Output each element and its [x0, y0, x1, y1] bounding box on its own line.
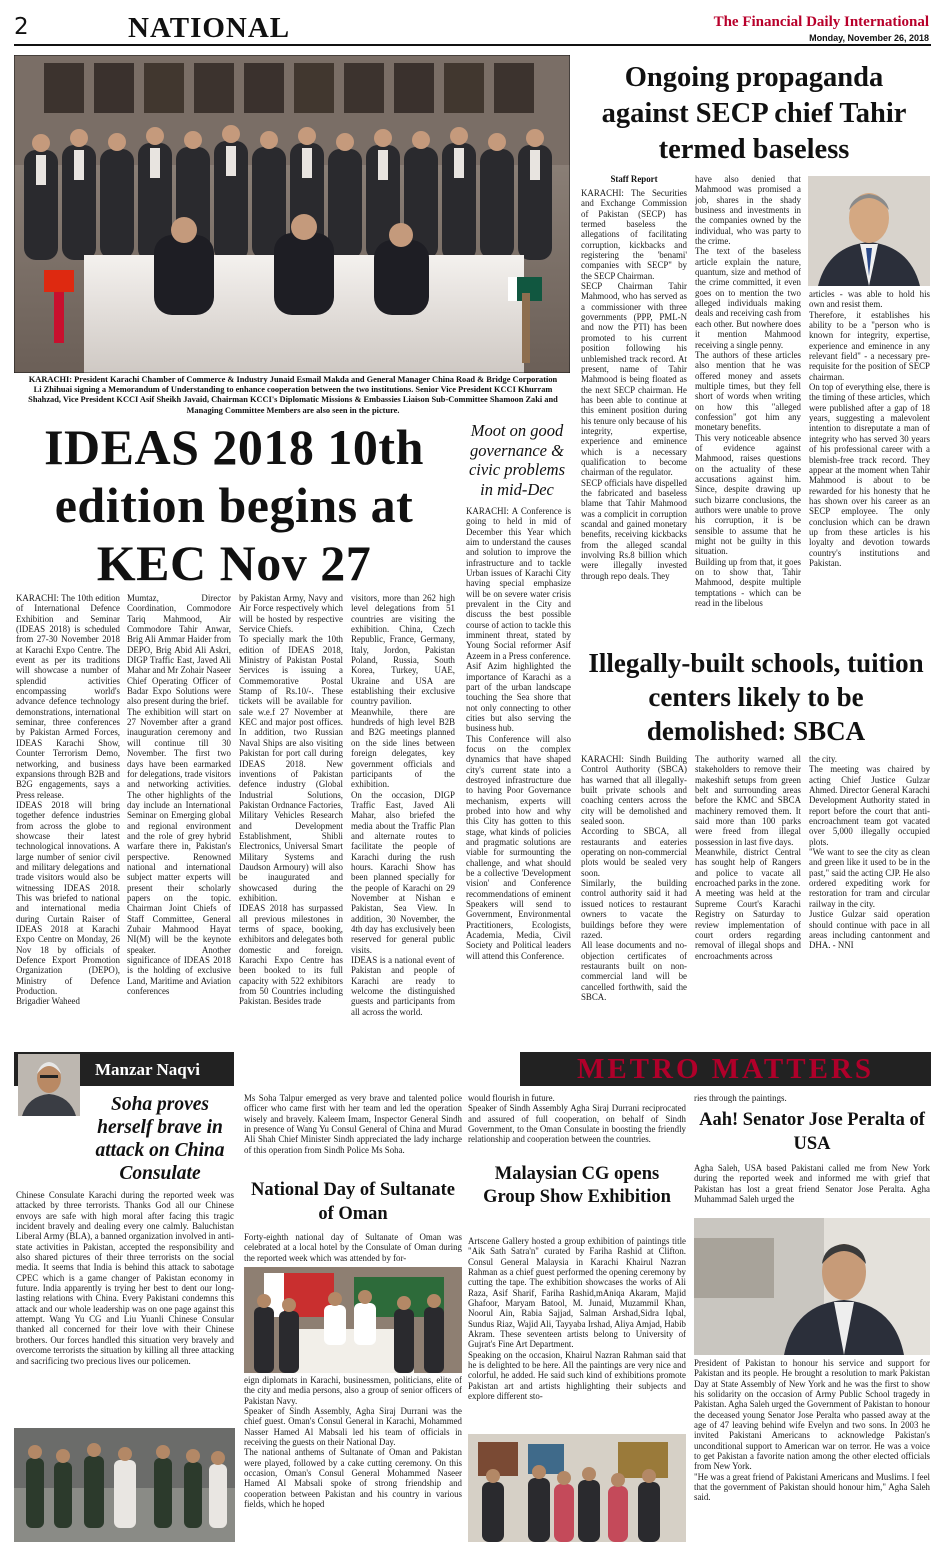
metro-col4-top: ries through the paintings. — [694, 1093, 787, 1103]
metro-matters-title: METRO MATTERS — [576, 1053, 875, 1085]
peralta-headline: Aah! Senator Jose Peralta of USA — [699, 1110, 925, 1154]
soha-body: Chinese Consulate Karachi during the reported week was attacked by three terrorists. Thanks God all our Chinese envoys are safe with high moral after facing this tragic incident bravely and dealing every one calmly. Baluchistan Liberal Army (BLA), a banned organization involved in anti-state activities in Pakistan, accepted the responsibility and also shared pictures of their three terrorists on the social media. It seems that India is behind this attack to sabotage CPEC which is a game changer of Pakistan economy in future. India apparently is trying her best to dent our long-lasting relations with China. Every Pakistani condemns this attack and our whole leadership was on one page against this attempt. Wang Yu CG and Liu Yuanli Chinese Consular thanked all concerned for their love with their Chinese brothers. Our forces handled this situation very bravely and overcome terrorists the situation by killing all three attacking and sacrificing two precious lives our policemen. — [16, 1190, 234, 1366]
tahir-mahmood-photo — [808, 176, 930, 286]
secp-col3: articles - was able to hold his own and resist them. Therefore, it establishes his ability to be a "person who is known for integrity, expertise, experience and eminence in any relevant field" - a necessary pre-requisite for the position of SECP chairman. On top of everything else, there is the timing of these articles, which were published after a gap of 18 years, suggesting a malevolent intention to disreputate a man of integrity who has served 30 years of his professional career with a blemish-free track record. They appear at the moment when Tahir Mahmood is about to be rewarded for his honesty that he has shown over his career as an SECP employee. The only conclusion which can be drawn up from these articles is his loyalty and devotion towards country's institutions and Pakistan. — [809, 289, 930, 568]
metro-col3-top: would flourish in future. Speaker of Sindh Assembly Agha Siraj Durrani reciprocated and assured of full cooperation, on behalf of Sindh Government, to the Oman Consulate in boosting the friendly relationship and cooperation between the countries. — [468, 1093, 686, 1145]
consulate-attack-photo — [14, 1428, 235, 1542]
manzar-naqvi-photo — [18, 1054, 80, 1116]
malaysia-exhibition-photo — [468, 1434, 686, 1542]
agha-saleh-photo — [694, 1218, 930, 1355]
peralta-body1: Agha Saleh, USA based Pakistani called me from New York during the reported week and informed me with grief that Pakistan has lost a great friend Senator Jose Peralta. Agha Muhammad Saleh urged the — [694, 1163, 930, 1205]
peralta-body2: President of Pakistan to honour his service and support for Pakistan and its people. He brought a resolution to mark Pakistan Day at State Assembly of New York and he was the first to show his solidarity on the occasion of Army Public School tragedy in Pakistan. Agha Saleh urged the Government of Pakistan to honour the deceased young Senator Jose Peralta who passed away at the age of 47 leaving behind wife Evelyn and two sons. In 2003 he invited Pakistani Americans to acknowledge Pakistan's unconditional support to American war on terror. He was a voice to get Pakistan a favorite nation among the other elected officials from New York. "He was a great friend of Pakistani Americans and Muslims. I feel that the government of Pakistan should honour him," Agha Saleh said. — [694, 1358, 930, 1503]
ideas-col3: by Pakistan Army, Navy and Air Force respectively which will be hosted by respective Service Chiefs. To specially mark the 10th edition of IDEAS 2018, Ministry of Pakistan Postal Services is issuing a Commemorative Postal Stamp of Rs.10/-. These tickets will be available for sale w.e.f 27 November at KEC and major post offices. In addition, two Russian Naval Ships are also visiting Pakistan for port call during IDEAS 2018. New inventions of Pakistan defence industry (Global Industrial Solutions, Pakistan Ordnance Factories, Military Vehicles Research and Development Establishment, Shibli Electronics, Universal Smart Military Systems and Daudson Armoury) will also be inaugurated and showcased during the exhibition. IDEAS 2018 has surpassed all previous milestones in terms of space, booking, exhibitors and delegates both domestic and foreign. Karachi Expo Centre has been booked to its full capacity with 522 exhibitors from 50 Countries including Pakistan. Besides trade — [239, 593, 343, 1007]
sbca-headline: Illegally-built schools, tuition centers likely to be demolished: SBCA — [588, 648, 924, 746]
sbca-col1: KARACHI: Sindh Building Control Authority (SBCA) has warned that all illegally-built private schools and coaching centers across the city will be demolished and sealed soon. According to SBCA, all restaurants and eateries operating on non-commercial plots would be sealed very soon. Similarly, the building control authority said it had issued notices to restaurant owners to vacate the buildings before they were razed. All lease documents and no-objection certificates of restaurants built on non-commercial land will be cancelled forthwith, said the SBCA. — [581, 754, 687, 1002]
ideas-col1: KARACHI: The 10th edition of International Defence Exhibition and Seminar (IDEAS 2018) is scheduled from 27-30 November 2018 at Karachi Expo Centre. The event as per its traditions will showcase a number of splendid activities encompassing world's advance defence technology demonstrations, international seminar, three conferences by Pakistan Armed Forces, IDEAS Karachi Show, Counter Terrorism Demo, networking, and business expansions through B2B and B2G engagements, says a Press release. IDEAS 2018 will bring together defence industries from across the globe to showcase their latest technological innovations. A large number of senior civil and military delegations and trade visitors would also be witnessing IDEAS 2018. This was briefed to national and international media during Curtain Raiser of IDEAS 2018 at Karachi Expo Centre on Monday, 26 Nov 18 by officials of Defence Export Promotion Organization (DEPO), Ministry of Defence Production. Brigadier Waheed — [16, 593, 120, 1007]
columnist-name: Manzar Naqvi — [95, 1060, 200, 1079]
moot-headline: Moot on good governance & civic problems in mid-Dec — [468, 421, 566, 499]
metro-col2-top: Ms Soha Talpur emerged as very brave and talented police officer who came first with her team and led the operation wisely and bravely. Kaleem Imam, Inspector General Sindh in presence of Wang Yu Consul General of China and Murad Ali Shah Chief Minister Sindh appreciated the lady incharge of this operation from Sindh Police Ms Soha. — [244, 1093, 462, 1155]
page-number: 2 — [14, 14, 29, 40]
oman-headline: National Day of Sultanate of Oman — [250, 1180, 456, 1224]
sbca-col2: The authority warned all stakeholders to remove their makeshift setups from green belt and surrounding areas before the KMC and SBCA machinery removed them. It said more than 100 parks were freed from illegal possession in last five days. Meanwhile, district Central has sought help of Rangers and police to vacate all encroached parks in the zone. A meeting was held at the Supreme Court's Karachi Registry on Saturday to review implementation of court orders regarding removal of illegal shops and encroachments across — [695, 754, 801, 961]
ideas-col2: Mumtaz, Director Coordination, Commodore Tariq Mahmood, Air Commodore Tahir Anwar, Brig Ali Ammar Haider from DEPO, Brig Abid Ali Askri, DIGP Traffic East, Javed Ali Mahar and Mr Zohair Naseer Chief Operating Officer of Badar Expo Solutions were also present during the brief. The exhibition will start on 27 November after a grand inauguration ceremony and will continue till 30 November. The first two days have been earmarked for delegations, trade visitors and networking activities. The other highlights of the day include an International Seminar on Emerging global and regional environment and the role of grey hybrid warfare there in, Pakistan's perspective. Renowned national and international subject matter experts will present their scholarly papers on the topic. Chairman Joint Chiefs of Staff Committee, General Zubair Mahmood Hayat NI(M) will be the keynote speaker. Another significance of IDEAS 2018 is the holding of exclusive Land, Maritime and Aviation conferences — [127, 593, 231, 997]
masthead: The Financial Daily International — [713, 14, 929, 30]
moot-body: KARACHI: A Conference is going to held in mid of December this Year which aim to understand the causes and solution to improve the infrastructure and to tackle Urban issues of Karachi City having special emphasize will be on severe water crisis prevalent in the City and discuss the best possible course of action to tackle this imminent threat, stated by Young Social reformer Asif Azeem in a Press conference. Asif Azim highlighted the importance of Karachi as a part of the urban landscape touching the Sea shore that not only connecting to other cities but also serving the business hub. This Conference will also focus on the complex dynamics that have shaped city's current state into a destroyed infrastructure due to having Poor Governance mechanism, experts will probed into how and why this City has gotten to this stage, what kinds of policies and pragmatic solutions are viable for surmounting the challenge, and what should be a collective 'Development vision' and Conference recommendations of eminent Speakers will send to Government, Environmental Practitioners, Ecologists, Academia, Media, Civil Society and Political leaders will attend this Conference. — [466, 506, 571, 961]
issue-date: Monday, November 26, 2018 — [809, 33, 929, 43]
secp-col2: have also denied that Mahmood was promised a job, shares in the shady business and investments in the companies owned by the individual, who was party to the crime. The text of the baseless article explain the nature, quantum, size and method of the crime committed, it even goes on to mention the two alleged individuals making deals and receiving cash from each other. But nowhere does it mention Mahmood receiving a single penny. The authors of these articles also mention that he was offered money and assets multiple times, but they fell short of words when writing on how this "alleged confession" got him any monetary benefits. This very noticeable absence of evidence against Mahmood, raises questions on the actuality of these accusations against him. Since, despite drawing up such bizarre conclusions, the authors were unable to prove his corruption, it is be sensible to assume that he might not be guilty in this situation. Building up from that, it goes on to show that, Tahir Mahmood, despite multiple temptations - which can be read in the libelous — [695, 174, 801, 609]
section-title: NATIONAL — [128, 12, 291, 44]
secp-col1: KARACHI: The Securities and Exchange Commission of Pakistan (SECP) has termed baseless the allegations of facilitating corruption, kickbacks and registering the 'benami' companies with SECP" by the SECP Chairman. SECP Chairman Tahir Mahmood, who has served as a commissioner with three governments (PPP, PML-N and now the PTI) has been promoted to his current position following his unblemished track record. At present, name of Tahir Mahmood is being floated as the next SECP chairman. He has been able to continue at this eminent position during his tenure only because of his integrity, expertise, experience and eminence which is a necessary qualification to become chairman of the regulator. SECP officials have dispelled the fabricated and baseless blame that Tahir Mahmood was a complicit in corruption scandal and gained monetary benefits, receiving kickbacks from the alleged scandal involving Rs.8 billion which were illegally invested through repo deals. They — [581, 188, 687, 581]
ideas-col4: visitors, more than 262 high level delegations from 51 countries are visiting the exhibition. China, Czech Republic, France, Germany, Italy, Jordon, Pakistan Poland, Russia, South Korea, Turkey, UAE, Ukraine and USA are establishing their exclusive country pavilion. Meanwhile, there are hundreds of high level B2B and B2G meetings planned on the side lines between foreign delegates, key government officials and participants of the exhibition. On the occasion, DIGP Traffic East, Javed Ali Mahar, also briefed the media about the Traffic Plan and alternate routes to facilitate the people of Karachi during the rush hours. Karachi Show has been planned specially for the people of Karachi on 29 November at Nishan e Pakistan, Sea View. In addition, 30 November, the 4th day has exclusively been reserved for general public visits. IDEAS is a national event of Pakistan and people of Karachi are ready to welcome the distinguished guests and participants from all across the world. — [351, 593, 455, 1017]
secp-byline: Staff Report — [610, 174, 658, 184]
malaysia-body: Artscene Gallery hosted a group exhibition of paintings title "Aik Sath Satra'n" curated by Fariha Rashid at Clifton. Consul General Malaysia in Karachi Khairul Nazran Rahman as a chief guest performed the opening ceremony by cutting the tape. The exhibition showcases the works of Ali Raza, Asif Sharif, Fariha Rashid,mAniqa Akaram, Majid Ghafoor, Maryam Batool, M. Junaid, Muzammil Khan, Noorul Ain, Rabia Sajjad, Salman Arshad,Sidra Iqbal, Sundus Riaz, Wajid Ali, Tayyaba Irshad, Aliya Amjad, Habib Akram. These seventeen artists belong to University of Gujrat's Fine Art Department. Speaking on the occasion, Khairul Nazran Rahman said that he is delighted to be here. All the paintings are very nice and colorful, he added. He said such kind of exhibitions promote Pakistan art and artists highlighting their subjects and explore different sto- — [468, 1236, 686, 1402]
oman-body2: eign diplomats in Karachi, businessmen, politicians, elite of the city and media persons, also a group of senior officers of Pakistan Navy. Speaker of Sindh Assembly, Agha Siraj Durrani was the chief guest. Oman's Consul General in Karachi, Mohammed Nasser Hamed Al Mabsali led his team of officials in receiving the guests on their National Day. The national anthems of Sultanate of Oman and Pakistan were played, followed by a cake cutting ceremony. On this occasion, Oman's Consul General Mohammed Naseer Hamed Al Mabsali spoke of strong friendship and cooperation between Pakistan and his country in various fields, which he hoped — [244, 1375, 462, 1510]
top-photo-caption: KARACHI: President Karachi Chamber of Commerce & Industry Junaid Esmail Makda and General Manager China Road & Bridge Corporation Li Zhihuai signing a Memorandum of Understanding to enhance cooperation between the two institutions. Senior Vice President KCCI Khurram Shahzad, Vice President KCCI Asif Sheikh Javaid, Chairman KCCI's Diplomatic Missions & Embassies Liaison Sub-Committee Shamoon Zaki and Managing Committee Members are also seen in the picture. — [28, 375, 558, 415]
kcci-signing-photo — [14, 55, 570, 373]
secp-headline: Ongoing propaganda against SECP chief Tahir termed baseless — [601, 62, 907, 165]
malaysia-headline: Malaysian CG opens Group Show Exhibition — [483, 1164, 671, 1207]
soha-headline: Soha proves herself brave in attack on China Consulate — [95, 1094, 225, 1184]
header-rule — [14, 44, 931, 46]
ideas-headline: IDEAS 2018 10th edition begins at KEC Nov 27 — [44, 419, 424, 591]
sbca-col3: the city. The meeting was chaired by acting Chief Justice Gulzar Ahmed. Director General Karachi Development Authority stated in report before the court that anti-encroachment team got vacated over 5,000 illegally occupied plots. "We want to see the city as clean and green like it used to be in the past," said the acting CJP. He also ordered expediting work for restoration for tram and circular railway in the city. Justice Gulzar said operation should continue with pace in all areas including cantonment and DHA. - NNI — [809, 754, 930, 951]
oman-day-photo — [244, 1267, 462, 1373]
oman-body1: Forty-eighth national day of Sultanate of Oman was celebrated at a local hotel by the Consulate of Oman during the reported week which was attended by for- — [244, 1232, 462, 1263]
